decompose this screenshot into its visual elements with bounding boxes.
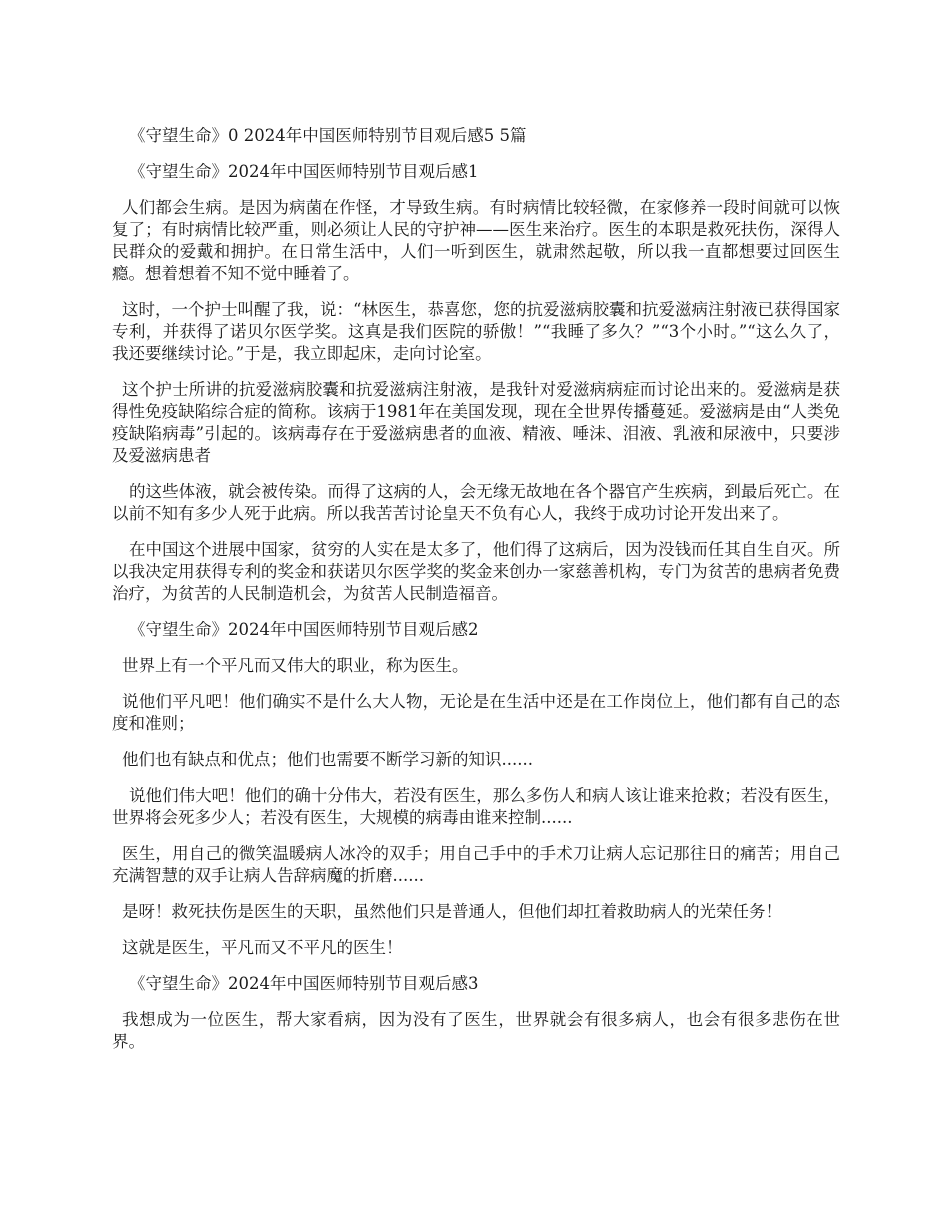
- paragraph: 在中国这个进展中国家，贫穷的人实在是太多了，他们得了这病后，因为没钱而任其自生自灭。所以我决定用获得专利的奖金和获诺贝尔医学奖的奖金来创办一家慈善机构，专门为贫苦的患病者免费治疗，为贫苦的人民制造机会，为贫苦人民制造福音。: [112, 540, 840, 603]
- paragraph: 世界上有一个平凡而又伟大的职业，称为医生。: [122, 656, 469, 675]
- section-heading-1: 《守望生命》2024年中国医师特别节目观后感1: [129, 162, 479, 181]
- document-title: 《守望生命》0 2024年中国医师特别节目观后感5 5篇: [129, 126, 527, 145]
- paragraph: 他们也有缺点和优点；他们也需要不断学习新的知识......: [122, 750, 533, 769]
- paragraph: 的这些体液，就会被传染。而得了这病的人，会无缘无故地在各个器官产生疾病，到最后死亡。在以前不知有多少人死于此病。所以我苦苦讨论皇天不负有心人，我终于成功讨论开发出来了。: [112, 482, 840, 523]
- paragraph: 说他们伟大吧！他们的确十分伟大，若没有医生，那么多伤人和病人该让谁来抢救；若没有医生，世界将会死多少人；若没有医生，大规模的病毒由谁来控制......: [112, 786, 840, 827]
- section-heading-2: 《守望生命》2024年中国医师特别节目观后感2: [129, 620, 479, 639]
- paragraph: 我想成为一位医生，帮大家看病，因为没有了医生，世界就会有很多病人，也会有很多悲伤在世界。: [112, 1010, 840, 1051]
- paragraph: 这个护士所讲的抗爱滋病胶囊和抗爱滋病注射液，是我针对爱滋病病症而讨论出来的。爱滋病是获得性免疫缺陷综合症的简称。该病于1981年在美国发现，现在全世界传播蔓延。爱滋病是由“人类免疫缺陷病毒”引起的。该病毒存在于爱滋病患者的血液、精液、唾沫、泪液、乳液和尿液中，只要涉及爱滋病患者: [112, 380, 840, 465]
- paragraph: 说他们平凡吧！他们确实不是什么大人物，无论是在生活中还是在工作岗位上，他们都有自己的态度和准则；: [112, 692, 840, 733]
- paragraph: 医生，用自己的微笑温暖病人冰冷的双手；用自己手中的手术刀让病人忘记那往日的痛苦；用自己充满智慧的双手让病人告辞病魔的折磨......: [112, 844, 840, 885]
- section-heading-3: 《守望生命》2024年中国医师特别节目观后感3: [129, 974, 479, 993]
- paragraph: 这时，一个护士叫醒了我，说：“林医生，恭喜您，您的抗爱滋病胶囊和抗爱滋病注射液已获得国家专利，并获得了诺贝尔医学奖。这真是我们医院的骄傲！”“我睡了多久？”“3个小时。”“这么久了，我还要继续讨论。”于是，我立即起床，走向讨论室。: [112, 300, 840, 363]
- paragraph: 这就是医生，平凡而又不平凡的医生！: [122, 938, 403, 957]
- paragraph: 是呀！救死扶伤是医生的天职，虽然他们只是普通人，但他们却扛着救助病人的光荣任务！: [122, 902, 782, 921]
- document-body: [112, 125, 840, 1067]
- paragraph: 人们都会生病。是因为病菌在作怪，才导致生病。有时病情比较轻微，在家修养一段时间就可以恢复了；有时病情比较严重，则必须让人民的守护神——医生来治疗。医生的本职是救死扶伤，深得人民群众的爱戴和拥护。在日常生活中，人们一听到医生，就肃然起敬，所以我一直都想要过回医生瘾。想着想着不知不觉中睡着了。: [112, 198, 840, 283]
